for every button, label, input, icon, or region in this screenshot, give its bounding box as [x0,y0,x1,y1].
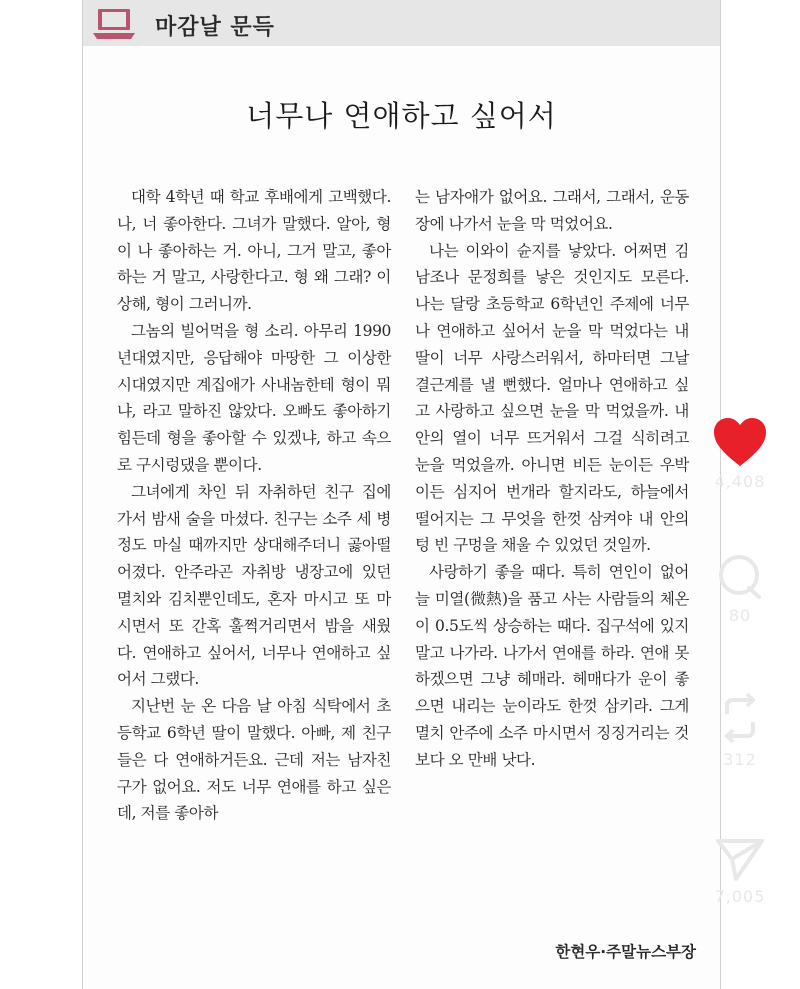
share-button[interactable] [702,835,778,906]
repost-icon [715,690,765,746]
comment-icon [715,552,765,602]
paragraph: 사랑하기 좋을 때다. 특히 연인이 없어 늘 미열(微熱)을 품고 사는 사람들의 체온이 0.5도씩 상승하는 때다. 집구석에 있지 말고 나가라. 나가서 연애를 하라. 연애 못하겠으면 그냥 헤매라. 헤매다가 운이 좋으면 내리는 눈이라도 한껏 삼키라. 그게 멸치 안주에 소주 마시면서 징징거리는 것보다 오 만배 낫다. [415,563,689,769]
section-header [83,0,720,46]
article-headline: 너무나 연애하고 싶어서 [246,99,557,133]
article-byline: 한현우·주말뉴스부장 [555,943,696,961]
newspaper-clipping [82,0,721,989]
share-icon [714,835,766,883]
comment-button[interactable] [702,552,778,625]
like-button[interactable] [702,416,778,491]
article-column-left [117,184,391,827]
comment-count: 80 [728,606,752,625]
repost-button[interactable] [702,690,778,769]
paragraph: 그녀에게 차인 뒤 자취하던 친구 집에 가서 밤새 술을 마셨다. 친구는 소주 세 병 정도 마실 때까지만 상대해주더니 곯아떨어졌다. 안주라곤 자취방 냉장고에 있던 멸치와 김치뿐인데도, 혼자 마시고 또 마시면서 또 간혹 훌쩍거리면서 밤을 새웠다. 연애하고 싶어서, 너무나 연애하고 싶어서 그랬다. [117,482,391,689]
heart-icon [712,416,768,468]
repost-count: 312 [723,750,757,769]
paragraph: 지난번 눈 온 다음 날 아침 식탁에서 초등학교 6학년 딸이 말했다. 아빠, 제 친구들은 다 연애하거든요. 근데 저는 남자친구가 없어요. 저도 너무 연애를 하고 싶은데, 저를 좋아하 [117,697,391,823]
paragraph: 는 남자애가 없어요. 그래서, 그래서, 운동장에 나가서 눈을 막 먹었어요. [415,188,689,233]
article-column-right [415,184,689,774]
laptop-icon [91,6,137,42]
section-title: 마감날 문득 [155,15,275,40]
paragraph: 나는 이와이 슌지를 낳았다. 어쩌면 김남조나 문정희를 낳은 것인지도 모른다. 나는 달랑 초등학교 6학년인 주제에 너무나 연애하고 싶어서 눈을 막 먹었다는 내 딸이 너무 사랑스러워서, 하마터면 그날 결근계를 낼 뻔했다. 얼마나 연애하고 싶고 사랑하고 싶으면 눈을 막 먹었을까. 내 안의 열이 너무 뜨거워서 그걸 식히려고 눈을 먹었을까. 아니면 비든 눈이든 우박이든 심지어 번개라 할지라도, 하늘에서 떨어지는 그 무엇을 한껏 삼켜야 내 안의 텅 빈 구멍을 채울 수 있었던 것일까. [415,241,689,555]
like-count: 4,408 [714,472,766,491]
share-count: 7,005 [714,887,766,906]
paragraph: 대학 4학년 때 학교 후배에게 고백했다. 나, 너 좋아한다. 그녀가 말했다. 알아, 형이 나 좋아하는 거. 아니, 그거 말고, 좋아하는 거 말고, 사랑한다고. 형 왜 그래? 이상해, 형이 그러니까. [117,188,391,314]
paragraph: 그놈의 빌어먹을 형 소리. 아무리 1990년대였지만, 응답해야 마땅한 그 이상한 시대였지만 계집애가 사내놈한테 형이 뭐냐, 라고 말하진 않았다. 오빠도 좋아하기 힘든데 형을 좋아할 수 있겠냐, 하고 속으로 구시렁댔을 뿐이다. [117,321,391,474]
